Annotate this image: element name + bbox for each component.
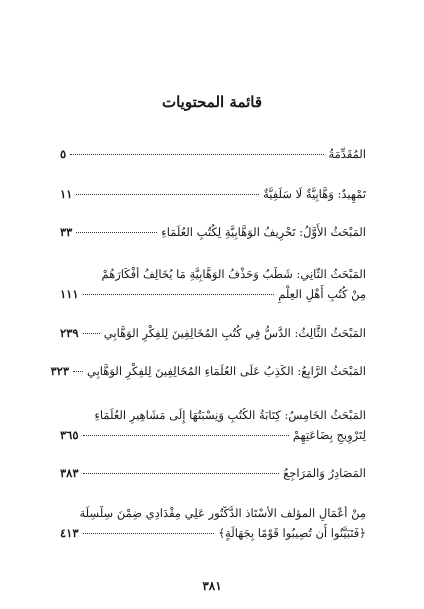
dot-leader <box>76 194 259 195</box>
toc-entry-page: ٣٢٣ <box>50 364 70 378</box>
toc-entry-page: ٢٣٩ <box>60 326 79 340</box>
toc-entry-page: ٥ <box>60 147 67 161</box>
dot-leader <box>83 333 100 334</box>
toc-entry-chapter-4 <box>50 364 366 384</box>
dot-leader <box>83 294 275 295</box>
toc-entry-page: ٣٣ <box>60 225 73 239</box>
toc-entry-title: المَصَادِرُ وَالمَرَاجِعُ <box>283 466 366 480</box>
toc-entry-page: ٣٨٣ <box>60 466 79 480</box>
toc-entry-title: المَبْحَثُ الثَّالِثُ: الدَّسُّ فِي كُتُبِ المُخَالِفِينَ لِلفِكْرِ الوَهَّابِي <box>103 326 366 340</box>
toc-entry-chapter-2 <box>60 267 366 307</box>
toc-entry-chapter-5 <box>60 408 366 448</box>
dot-leader <box>73 371 83 372</box>
toc-entry-title-line-2: ﴿فَتَبَيَّنُوا أَن تُصِيبُوا قَوْمًا بِجَهَالَةٍ﴾ <box>218 526 366 540</box>
toc-entry-title: المَبْحَثُ الأَوَّلُ: تَحْرِيفُ الوَهَّابِيَّةِ لِكُتُبِ العُلَمَاءِ <box>161 225 366 239</box>
toc-entry-other-works <box>60 506 366 546</box>
toc-entry-title: تَمْهِيدٌ: وَهَّابِيَّةٌ لَا سَلَفِيَّةٌ <box>263 187 366 201</box>
toc-entry-title-line-2: لِتَرْوِيجِ بِضَاعَتِهِمْ <box>292 428 366 442</box>
dot-leader <box>83 435 289 436</box>
toc-entry-title-line-1: المَبْحَثُ الخَامِسُ: كِتَابَةُ الكُتُبِ وَنِسْبَتُهَا إِلَى مَشَاهِيرِ العُلَمَاءِ <box>94 408 366 422</box>
dot-leader <box>70 154 324 155</box>
toc-entry-introduction <box>60 147 366 167</box>
toc-entry-page: ٣٦٥ <box>60 428 79 442</box>
toc-entry-references <box>60 466 366 486</box>
toc-entry-page: ١١ <box>60 187 73 201</box>
toc-entry-preface <box>60 187 366 207</box>
toc-entry-page: ٤١٣ <box>60 526 79 540</box>
dot-leader <box>83 473 280 474</box>
toc-entry-chapter-1 <box>60 225 366 245</box>
page-title: قائمة المحتويات <box>161 93 263 111</box>
toc-entry-title-line-1: المَبْحَثُ الثَّانِي: شَطْبُ وَحَذْفُ الوَهَّابِيَّةِ مَا يُخَالِفُ أَفْكَارَهُمْ <box>101 267 366 281</box>
toc-entry-chapter-3 <box>60 326 366 346</box>
toc-entry-title-line-2: مِنْ كُتُبِ أَهْلِ العِلْمِ <box>278 287 366 301</box>
toc-entry-page: ١١١ <box>60 287 79 301</box>
dot-leader <box>83 533 215 534</box>
dot-leader <box>76 232 157 233</box>
toc-entry-title: المُقَدِّمَةُ <box>328 147 366 161</box>
page-number: ٣٨١ <box>202 579 222 593</box>
toc-entry-title-line-1: مِنْ أَعْمَالِ المؤلف الأُسْتَاذ الدُّكْتُور عَلِي مِقْدَادِي ضِمْنَ سِلْسِلَة <box>79 506 366 520</box>
toc-entry-title: المَبْحَثُ الرَّابِعُ: الكَذِبُ عَلَى العُلَمَاءِ المُخَالِفِينَ لِلفِكْرِ الوَهَّابِي <box>87 364 366 378</box>
